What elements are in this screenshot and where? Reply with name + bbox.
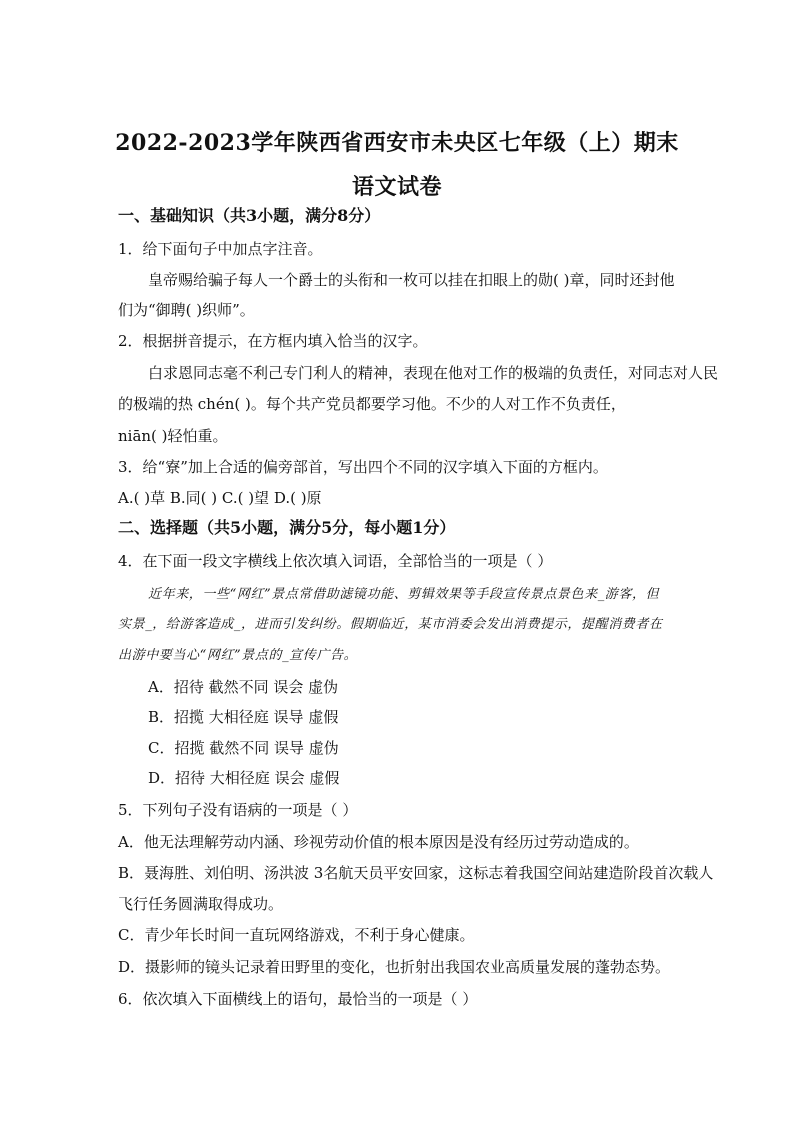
question-4-passage-line: 出游中要当心“网红”景点的_宣传广告。 xyxy=(118,648,358,663)
question-4-option-d: D．招待 大相径庭 误会 虚假 xyxy=(148,769,340,787)
section-heading-multiple-choice: 二、选择题（共5小题，满分5分，每小题1分） xyxy=(118,518,456,537)
question-3-prompt: 3．给“寮”加上合适的偏旁部首，写出四个不同的汉字填入下面的方框内。 xyxy=(118,458,608,476)
question-2-text-line: niān( )轻怕重。 xyxy=(118,427,228,445)
question-5-option-a: A．他无法理解劳动内涵、珍视劳动价值的根本原因是没有经历过劳动造成的。 xyxy=(118,833,639,851)
question-5-prompt: 5．下列句子没有语病的一项是（ ） xyxy=(118,801,358,819)
section-heading-basic-knowledge: 一、基础知识（共3小题，满分8分） xyxy=(118,206,381,225)
question-4-option-c: C．招揽 截然不同 误导 虚伪 xyxy=(148,739,339,757)
question-1-prompt: 1．给下面句子中加点字注音。 xyxy=(118,240,323,258)
question-4-prompt: 4．在下面一段文字横线上依次填入词语，全部恰当的一项是（ ） xyxy=(118,552,553,570)
question-4-option-b: B．招揽 大相径庭 误导 虚假 xyxy=(148,708,339,726)
question-2-text-line: 白求恩同志毫不利己专门利人的精神，表现在他对工作的极端的负责任，对同志对人民 xyxy=(148,364,719,382)
question-4-passage-line: 实景_，给游客造成_，进而引发纠纷。假期临近，某市消委会发出消费提示，提醒消费者在 xyxy=(118,617,663,632)
question-2-prompt: 2．根据拼音提示，在方框内填入恰当的汉字。 xyxy=(118,332,428,350)
question-4-option-a: A．招待 截然不同 误会 虚伪 xyxy=(148,678,339,696)
question-2-text-line: 的极端的热 chén( )。每个共产党员都要学习他。不少的人对工作不负责任， xyxy=(118,395,626,413)
question-6-prompt: 6．依次填入下面横线上的语句，最恰当的一项是（ ） xyxy=(118,990,478,1008)
question-5-option-b-continued: 飞行任务圆满取得成功。 xyxy=(118,895,284,913)
question-5-option-c: C．青少年长时间一直玩网络游戏，不利于身心健康。 xyxy=(118,926,475,944)
exam-subtitle: 语文试卷 xyxy=(351,174,442,200)
question-3-options: A.( )草 B.同( ) C.( )望 D.( )原 xyxy=(118,489,322,507)
question-5-option-d: D．摄影师的镜头记录着田野里的变化，也折射出我国农业高质量发展的蓬勃态势。 xyxy=(118,958,671,976)
exam-title: 2022-2023学年陕西省西安市未央区七年级（上）期末 xyxy=(115,130,679,156)
question-5-option-b: B．聂海胜、刘伯明、汤洪波 3名航天员平安回家，这标志着我国空间站建造阶段首次载人 xyxy=(118,864,714,882)
question-1-text-line: 们为“御聘( )织师”。 xyxy=(118,301,255,319)
question-4-passage-line: 近年来，一些“网红”景点常借助滤镜功能、剪辑效果等手段宣传景点景色来_游客，但 xyxy=(148,587,660,602)
question-1-text-line: 皇帝赐给骗子每人一个爵士的头衔和一枚可以挂在扣眼上的勋( )章，同时还封他 xyxy=(148,271,675,289)
